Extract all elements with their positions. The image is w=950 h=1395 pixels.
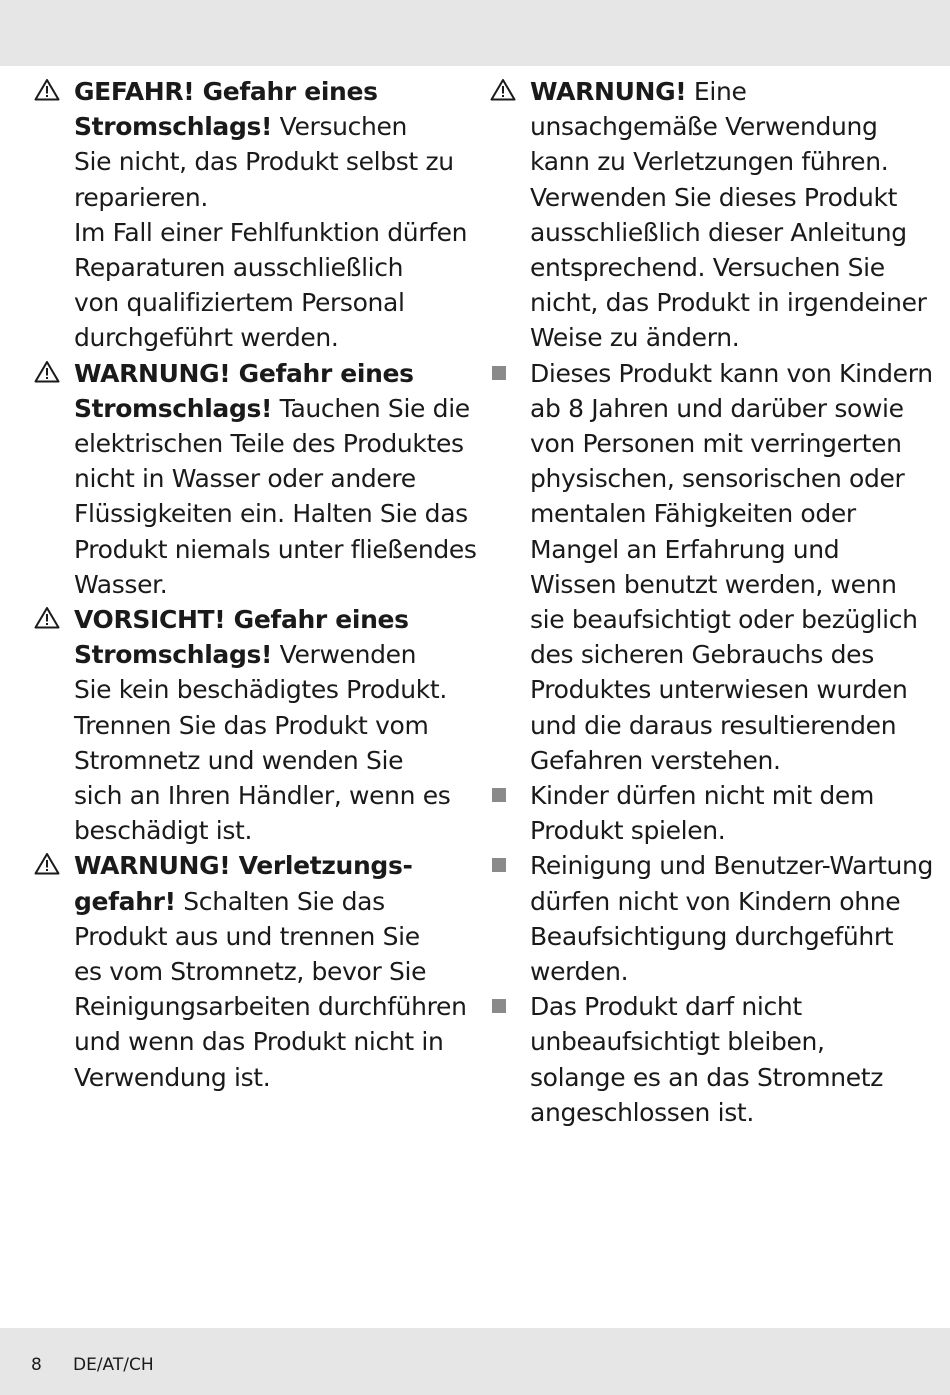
header-band [0, 0, 950, 66]
body-text: Weise zu ändern. [530, 323, 740, 353]
text-line [530, 637, 926, 672]
body-text: Produktes unterwiesen wurden [530, 675, 908, 705]
body-text: Versuchen [272, 112, 408, 142]
body-text: Schalten Sie das [175, 886, 385, 916]
page-number: 8 [31, 1355, 42, 1375]
body-text: beschädigt ist. [74, 816, 253, 846]
item-text [530, 989, 926, 1130]
text-line [74, 426, 470, 461]
text-line [530, 567, 926, 602]
list-item [486, 778, 926, 848]
body-text: Sie kein beschädigtes Produkt. [74, 675, 447, 705]
text-line [74, 708, 470, 743]
body-text: und wenn das Produkt nicht in [74, 1027, 444, 1057]
body-text: elektrischen Teile des Produktes [74, 429, 464, 459]
warning-heading: Stromschlags! [74, 393, 273, 423]
text-line [530, 884, 926, 919]
text-line [74, 602, 470, 637]
text-line [74, 74, 470, 109]
body-text: es vom Stromnetz, bevor Sie [74, 957, 427, 987]
warning-heading: WARNUNG! Verletzungs- [74, 851, 413, 881]
text-line [74, 320, 470, 355]
body-text: werden. [530, 957, 629, 987]
warning-heading: VORSICHT! Gefahr eines [74, 605, 409, 635]
body-text: reparieren. [74, 182, 208, 212]
text-line [530, 532, 926, 567]
text-line [74, 637, 470, 672]
body-text: Das Produkt darf nicht [530, 992, 802, 1022]
body-text: sie beaufsichtigt oder bezüglich [530, 605, 918, 635]
text-line [530, 144, 926, 179]
body-text: angeschlossen ist. [530, 1097, 754, 1127]
square-bullet-icon [492, 366, 506, 380]
warning-heading: Stromschlags! [74, 112, 273, 142]
body-text: Im Fall einer Fehlfunktion dürfen [74, 217, 468, 247]
text-line [530, 1024, 926, 1059]
body-text: Reinigungsarbeiten durchführen [74, 992, 467, 1022]
text-line [74, 496, 470, 531]
body-text: physischen, sensorischen oder [530, 464, 905, 494]
body-text: Reinigung und Benutzer-Wartung [530, 851, 934, 881]
text-line [530, 1095, 926, 1130]
text-line [530, 672, 926, 707]
body-text: sich an Ihren Händler, wenn es [74, 781, 451, 811]
body-text: Verwenden Sie dieses Produkt [530, 182, 898, 212]
text-line [530, 180, 926, 215]
body-text: Tauchen Sie die [272, 393, 470, 423]
body-text: nicht, das Produkt in irgendeiner [530, 288, 927, 318]
body-text: Trennen Sie das Produkt vom [74, 710, 429, 740]
list-item [486, 356, 933, 778]
body-text: ab 8 Jahren und darüber sowie [530, 393, 904, 423]
body-text: Verwendung ist. [74, 1062, 271, 1092]
body-text: entsprechend. Versuchen Sie [530, 253, 885, 283]
text-line [74, 1060, 470, 1095]
list-item [486, 989, 926, 1130]
text-line [530, 743, 926, 778]
text-line [530, 461, 926, 496]
square-bullet-icon [492, 999, 506, 1013]
body-text: Produkt spielen. [530, 816, 726, 846]
text-line [530, 74, 926, 109]
text-line [530, 778, 926, 813]
body-text: unsachgemäße Verwendung [530, 112, 878, 142]
text-line [74, 285, 470, 320]
text-line [530, 391, 926, 426]
item-text [74, 356, 477, 602]
body-text: Flüssigkeiten ein. Halten Sie das [74, 499, 468, 529]
text-line [74, 109, 470, 144]
body-text: des sicheren Gebrauchs des [530, 640, 874, 670]
text-line [74, 144, 470, 179]
text-line [530, 320, 926, 355]
text-line [530, 602, 926, 637]
item-text [74, 74, 470, 356]
text-line [530, 954, 926, 989]
warning-item [30, 356, 477, 602]
list-item [486, 848, 934, 989]
item-text [530, 74, 926, 356]
text-line [74, 743, 470, 778]
body-text: Reparaturen ausschließlich [74, 253, 404, 283]
item-text [74, 602, 470, 848]
body-text: solange es an das Stromnetz [530, 1062, 884, 1092]
body-text: nicht in Wasser oder andere [74, 464, 416, 494]
warning-item [30, 602, 470, 848]
text-line [74, 461, 470, 496]
square-bullet-icon [492, 788, 506, 802]
text-line [530, 848, 934, 883]
text-line [530, 496, 926, 531]
body-text: Produkt aus und trennen Sie [74, 921, 420, 951]
text-line [74, 250, 470, 285]
item-text [530, 848, 934, 989]
text-line [530, 215, 926, 250]
warning-heading: WARNUNG! [530, 77, 687, 106]
square-bullet-icon [492, 858, 506, 872]
body-text: Beaufsichtigung durchgeführt [530, 921, 894, 951]
text-line [74, 215, 470, 250]
text-line [74, 180, 470, 215]
body-text: Eine [686, 77, 747, 106]
text-line [530, 989, 926, 1024]
item-text [530, 356, 933, 778]
body-text: Verwenden [272, 640, 417, 670]
body-text: kann zu Verletzungen führen. [530, 147, 889, 177]
text-line [74, 954, 470, 989]
text-line [74, 884, 470, 919]
text-line [74, 672, 470, 707]
text-line [530, 356, 933, 391]
item-text [74, 848, 470, 1094]
body-text: Sie nicht, das Produkt selbst zu [74, 147, 454, 177]
item-text [530, 778, 926, 848]
left-column [30, 74, 477, 1095]
text-line [74, 391, 470, 426]
warning-heading: WARNUNG! Gefahr eines [74, 358, 414, 388]
body-text: unbeaufsichtigt bleiben, [530, 1027, 825, 1057]
text-line [530, 1060, 926, 1095]
text-line [74, 356, 470, 391]
text-line [530, 813, 926, 848]
body-text: durchgeführt werden. [74, 323, 339, 353]
text-line [74, 532, 477, 567]
warning-heading: Stromschlags! [74, 640, 273, 670]
body-text: mentalen Fähigkeiten oder [530, 499, 856, 529]
text-line [530, 285, 926, 320]
body-text: Kinder dürfen nicht mit dem [530, 781, 874, 811]
text-line [74, 1024, 470, 1059]
body-text: Wasser. [74, 569, 168, 599]
body-text: Wissen benutzt werden, wenn [530, 569, 897, 599]
warning-item [30, 74, 470, 356]
warning-item [486, 74, 926, 356]
warning-triangle-icon [30, 848, 66, 883]
warning-triangle-icon [30, 74, 66, 109]
body-text: dürfen nicht von Kindern ohne [530, 886, 901, 916]
text-line [74, 989, 470, 1024]
warning-heading: GEFAHR! Gefahr eines [74, 77, 378, 106]
text-line [530, 426, 926, 461]
body-text: und die daraus resultierenden [530, 710, 897, 740]
text-line [530, 708, 926, 743]
language-code: DE/AT/CH [73, 1355, 154, 1375]
text-line [530, 919, 926, 954]
text-line [530, 250, 926, 285]
text-line [74, 778, 470, 813]
body-text: ausschließlich dieser Anleitung [530, 217, 907, 247]
warning-heading: gefahr! [74, 886, 176, 916]
text-line [74, 848, 470, 883]
warning-triangle-icon [486, 74, 522, 109]
body-text: Produkt niemals unter fließendes [74, 534, 477, 564]
text-line [74, 813, 470, 848]
body-text: Dieses Produkt kann von Kindern [530, 358, 933, 388]
text-line [74, 919, 470, 954]
body-text: von Personen mit verringerten [530, 429, 902, 459]
text-line [74, 567, 470, 602]
body-text: von qualifiziertem Personal [74, 288, 405, 318]
body-text: Mangel an Erfahrung und [530, 534, 840, 564]
warning-item [30, 848, 470, 1094]
warning-triangle-icon [30, 602, 66, 637]
right-column [486, 74, 934, 1130]
text-line [530, 109, 926, 144]
body-text: Stromnetz und wenden Sie [74, 745, 404, 775]
body-text: Gefahren verstehen. [530, 745, 781, 775]
warning-triangle-icon [30, 356, 66, 391]
